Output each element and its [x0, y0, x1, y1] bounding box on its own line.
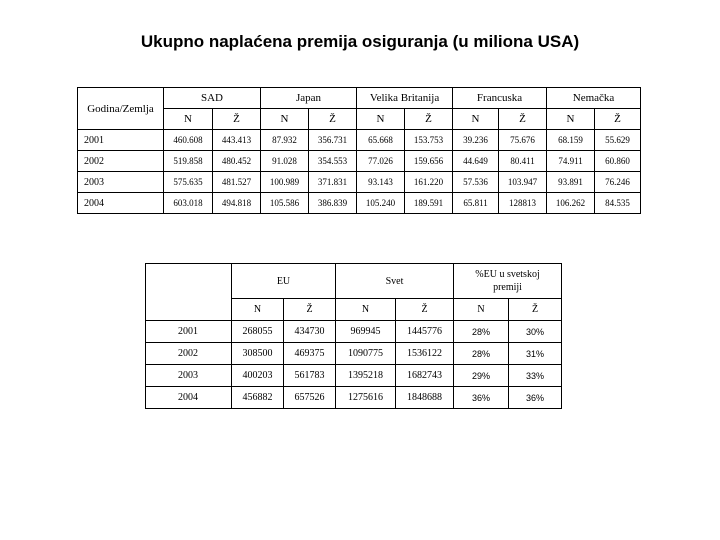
- subheader-z: Ž: [309, 109, 357, 130]
- value-cell: 161.220: [405, 172, 453, 193]
- year-cell: 2001: [78, 130, 164, 151]
- value-cell: 103.947: [499, 172, 547, 193]
- value-cell: 87.932: [261, 130, 309, 151]
- subheader-z: Ž: [509, 299, 562, 321]
- header-country-germany: Nemačka: [547, 88, 641, 109]
- value-cell: 1090775: [336, 343, 396, 365]
- subheader-z: Ž: [284, 299, 336, 321]
- value-cell: 93.891: [547, 172, 595, 193]
- subheader-n: N: [164, 109, 213, 130]
- table-row: [78, 172, 641, 193]
- subheader-z: Ž: [499, 109, 547, 130]
- value-cell: 77.026: [357, 151, 405, 172]
- subheader-n: N: [357, 109, 405, 130]
- value-cell: 74.911: [547, 151, 595, 172]
- eu-world-table: [145, 263, 562, 409]
- value-cell: 91.028: [261, 151, 309, 172]
- value-cell: 480.452: [213, 151, 261, 172]
- value-cell: 65.811: [453, 193, 499, 214]
- value-cell: 93.143: [357, 172, 405, 193]
- subheader-n: N: [547, 109, 595, 130]
- premium-by-country-table: [77, 87, 641, 214]
- value-cell: 60.860: [595, 151, 641, 172]
- value-cell: 84.535: [595, 193, 641, 214]
- header-eu-share-label: %EU u svetskoj premiji: [475, 269, 540, 293]
- value-cell: 106.262: [547, 193, 595, 214]
- header-country-sad: SAD: [164, 88, 261, 109]
- value-cell: 36%: [509, 387, 562, 409]
- subheader-n: N: [261, 109, 309, 130]
- value-cell: 105.586: [261, 193, 309, 214]
- subheader-z: Ž: [213, 109, 261, 130]
- header-eu: EU: [232, 264, 336, 299]
- header-empty: [146, 264, 232, 321]
- header-world: Svet: [336, 264, 454, 299]
- table-row: [78, 193, 641, 214]
- subheader-z: Ž: [405, 109, 453, 130]
- subheader-n: N: [336, 299, 396, 321]
- value-cell: 29%: [454, 365, 509, 387]
- value-cell: 603.018: [164, 193, 213, 214]
- value-cell: 268055: [232, 321, 284, 343]
- value-cell: 354.553: [309, 151, 357, 172]
- table-row: [146, 387, 562, 409]
- value-cell: 386.839: [309, 193, 357, 214]
- year-cell: 2004: [146, 387, 232, 409]
- year-cell: 2003: [146, 365, 232, 387]
- header-country-uk: Velika Britanija: [357, 88, 453, 109]
- header-eu-share: [454, 264, 562, 299]
- value-cell: 31%: [509, 343, 562, 365]
- page-title: Ukupno naplaćena premija osiguranja (u miliona USA): [140, 32, 580, 51]
- value-cell: 1848688: [396, 387, 454, 409]
- value-cell: 33%: [509, 365, 562, 387]
- value-cell: 28%: [454, 343, 509, 365]
- table-row: [78, 151, 641, 172]
- value-cell: 308500: [232, 343, 284, 365]
- value-cell: 36%: [454, 387, 509, 409]
- value-cell: 481.527: [213, 172, 261, 193]
- value-cell: 30%: [509, 321, 562, 343]
- value-cell: 1275616: [336, 387, 396, 409]
- table-row: [146, 343, 562, 365]
- subheader-n: N: [453, 109, 499, 130]
- value-cell: 39.236: [453, 130, 499, 151]
- subheader-z: Ž: [595, 109, 641, 130]
- value-cell: 65.668: [357, 130, 405, 151]
- subheader-n: N: [232, 299, 284, 321]
- value-cell: 75.676: [499, 130, 547, 151]
- value-cell: 356.731: [309, 130, 357, 151]
- value-cell: 159.656: [405, 151, 453, 172]
- header-country-france: Francuska: [453, 88, 547, 109]
- year-cell: 2002: [78, 151, 164, 172]
- value-cell: 460.608: [164, 130, 213, 151]
- value-cell: 456882: [232, 387, 284, 409]
- value-cell: 1395218: [336, 365, 396, 387]
- subheader-z: Ž: [396, 299, 454, 321]
- table-row: [146, 321, 562, 343]
- value-cell: 76.246: [595, 172, 641, 193]
- value-cell: 969945: [336, 321, 396, 343]
- value-cell: 1536122: [396, 343, 454, 365]
- value-cell: 153.753: [405, 130, 453, 151]
- year-cell: 2002: [146, 343, 232, 365]
- value-cell: 519.858: [164, 151, 213, 172]
- value-cell: 469375: [284, 343, 336, 365]
- value-cell: 189.591: [405, 193, 453, 214]
- value-cell: 443.413: [213, 130, 261, 151]
- year-cell: 2001: [146, 321, 232, 343]
- year-cell: 2004: [78, 193, 164, 214]
- value-cell: 80.411: [499, 151, 547, 172]
- value-cell: 57.536: [453, 172, 499, 193]
- value-cell: 105.240: [357, 193, 405, 214]
- value-cell: 371.831: [309, 172, 357, 193]
- value-cell: 1445776: [396, 321, 454, 343]
- value-cell: 55.629: [595, 130, 641, 151]
- value-cell: 561783: [284, 365, 336, 387]
- value-cell: 68.159: [547, 130, 595, 151]
- value-cell: 657526: [284, 387, 336, 409]
- value-cell: 44.649: [453, 151, 499, 172]
- value-cell: 575.635: [164, 172, 213, 193]
- subheader-n: N: [454, 299, 509, 321]
- value-cell: 100.989: [261, 172, 309, 193]
- value-cell: 1682743: [396, 365, 454, 387]
- value-cell: 494.818: [213, 193, 261, 214]
- header-year-country: Godina/Zemlja: [78, 88, 164, 130]
- table-row: [146, 365, 562, 387]
- value-cell: 28%: [454, 321, 509, 343]
- header-country-japan: Japan: [261, 88, 357, 109]
- table-row: [78, 130, 641, 151]
- value-cell: 434730: [284, 321, 336, 343]
- value-cell: 128813: [499, 193, 547, 214]
- year-cell: 2003: [78, 172, 164, 193]
- value-cell: 400203: [232, 365, 284, 387]
